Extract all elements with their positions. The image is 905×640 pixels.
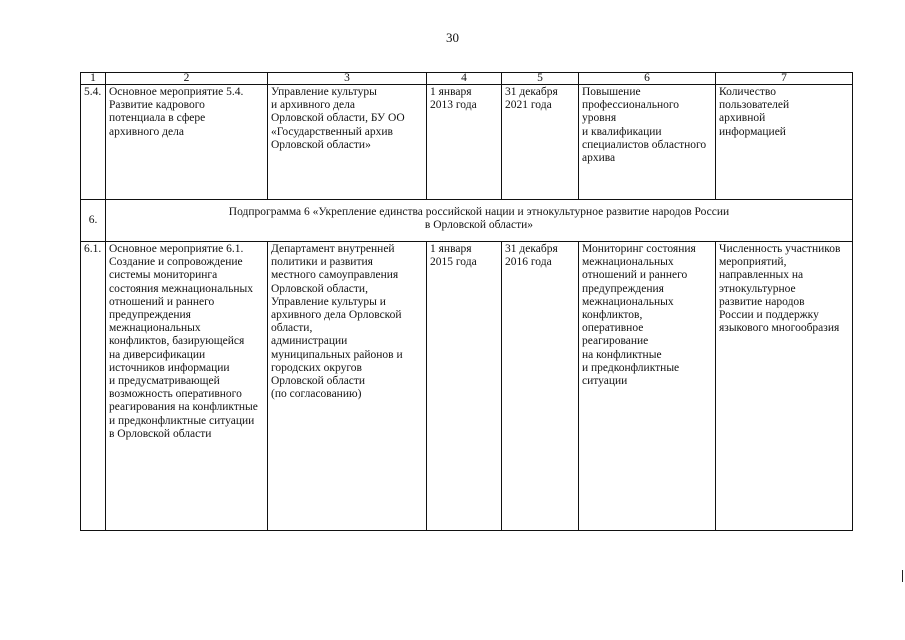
executor-cell: Управление культуры и архивного дела Орловской области, БУ ОО «Государственный архив Орловской области» bbox=[268, 85, 427, 200]
start-date-cell: 1 января 2015 года bbox=[427, 242, 502, 531]
activity-cell: Основное мероприятие 6.1. Создание и сопровождение системы мониторинга состояния межнациональных отношений и раннего предупреждения межнациональных конфликтов, базирующейся на диверсификации источников информации и предусматривающей возможность оперативного реагирования на конфликтные и предконфликтные ситуации в Орловской области bbox=[106, 242, 268, 531]
activity-cell: Основное мероприятие 5.4. Развитие кадрового потенциала в сфере архивного дела bbox=[106, 85, 268, 200]
column-number: 7 bbox=[716, 73, 853, 85]
end-date-cell: 31 декабря 2016 года bbox=[502, 242, 579, 531]
column-number: 5 bbox=[502, 73, 579, 85]
indicator-cell: Численность участников мероприятий, направленных на этнокультурное развитие народов России и поддержку языкового многообразия bbox=[716, 242, 853, 531]
table-row-6-1 bbox=[81, 242, 853, 531]
subprogram-title: Подпрограмма 6 «Укрепление единства российской нации и этнокультурное развитие народов России в Орловской области» bbox=[106, 200, 853, 242]
result-cell: Повышение профессионального уровня и квалификации специалистов областного архива bbox=[579, 85, 716, 200]
result-cell: Мониторинг состояния межнациональных отношений и раннего предупреждения межнациональных конфликтов, оперативное реагирование на конфликтные и предконфликтные ситуации bbox=[579, 242, 716, 531]
row-number: 5.4. bbox=[81, 85, 106, 200]
end-date-cell: 31 декабря 2021 года bbox=[502, 85, 579, 200]
row-number: 6.1. bbox=[81, 242, 106, 531]
row-number: 6. bbox=[81, 200, 106, 242]
column-number: 6 bbox=[579, 73, 716, 85]
column-number: 3 bbox=[268, 73, 427, 85]
program-table bbox=[80, 72, 853, 531]
table-row-5-4 bbox=[81, 85, 853, 200]
column-number: 2 bbox=[106, 73, 268, 85]
indicator-cell: Количество пользователей архивной информацией bbox=[716, 85, 853, 200]
executor-cell: Департамент внутренней политики и развития местного самоуправления Орловской области, Управление культуры и архивного дела Орловской области, администрации муниципальных районов и городских округов Орловской области (по согласованию) bbox=[268, 242, 427, 531]
margin-mark bbox=[902, 570, 903, 582]
start-date-cell: 1 января 2013 года bbox=[427, 85, 502, 200]
column-number: 4 bbox=[427, 73, 502, 85]
page-number: 30 bbox=[446, 30, 459, 45]
column-number: 1 bbox=[81, 73, 106, 85]
subprogram-row-6 bbox=[81, 200, 853, 242]
column-number-row bbox=[81, 73, 853, 85]
